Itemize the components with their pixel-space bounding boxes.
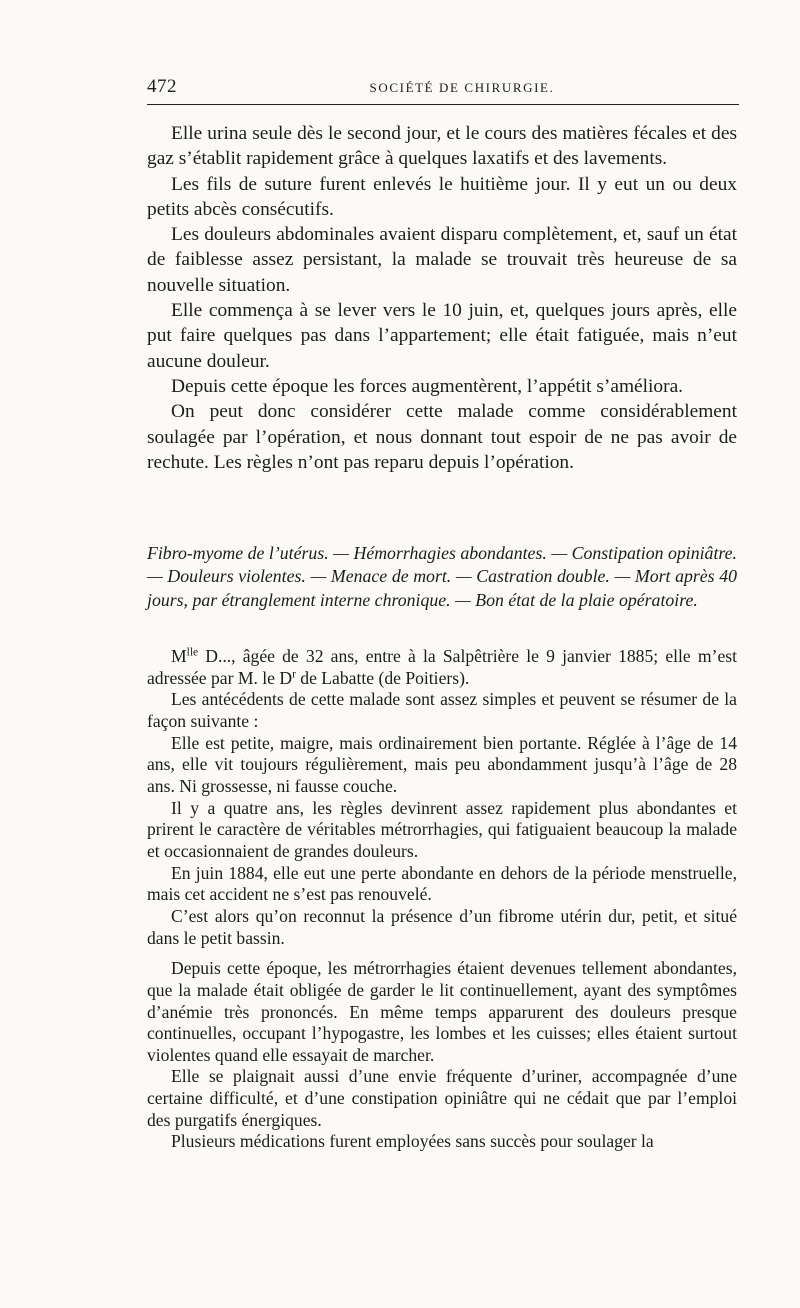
case-opener-paragraph bbox=[147, 646, 737, 689]
opener-text: D..., âgée de 32 ans, entre à la Salpêtrière le 9 janvier 1885; elle m’est adressée par M. le D bbox=[147, 646, 737, 688]
paragraph: Elle commença à se lever vers le 10 juin, et, quelques jours après, elle put faire quelques pas dans l’appartement; elle était fatiguée, mais n’eut aucune douleur. bbox=[147, 300, 737, 372]
paragraph: Elle se plaignait aussi d’une envie fréquente d’uriner, accompagnée d’une certaine difficulté, et d’une constipation opiniâtre qui ne cédait que par l’emploi des purgatifs énergiques. bbox=[147, 1066, 737, 1130]
paragraph: Les fils de suture furent enlevés le huitième jour. Il y eut un ou deux petits abcès consécutifs. bbox=[147, 173, 737, 220]
section-2-text bbox=[147, 646, 737, 1153]
running-title: SOCIÉTÉ DE CHIRURGIE. bbox=[369, 80, 555, 95]
paragraph: Il y a quatre ans, les règles devinrent assez rapidement plus abondantes et prirent le caractère de véritables métrorrhagies, qui fatiguaient beaucoup la malade et occasionnaient de grandes douleurs. bbox=[147, 797, 737, 861]
header-rule bbox=[147, 104, 739, 105]
page-number: 472 bbox=[147, 76, 177, 97]
paragraph: Elle est petite, maigre, mais ordinairement bien portante. Réglée à l’âge de 14 ans, elle vit toujours régulièrement, mais peu abondamment jusqu’à l’âge de 28 ans. Ni grossesse, ni fausse couche. bbox=[147, 732, 737, 796]
title-abbreviation: M bbox=[171, 646, 187, 666]
opener-text-end: de Labatte (de Poitiers). bbox=[295, 667, 470, 688]
section-1-text bbox=[147, 121, 737, 475]
paragraph: Elle urina seule dès le second jour, et le cours des matières fécales et des gaz s’établit rapidement grâce à quelques laxatifs et des lavements. bbox=[147, 123, 737, 170]
paragraph: On peut donc considérer cette malade comme considérablement soulagée par l’opération, et nous donnant tout espoir de ne pas avoir de rechute. Les règles n’ont pas reparu depuis l’opération. bbox=[147, 401, 737, 473]
title-superscript: lle bbox=[186, 646, 199, 659]
paragraph: En juin 1884, elle eut une perte abondante en dehors de la période menstruelle, mais cet accident ne s’est pas renouvelé. bbox=[147, 862, 737, 905]
paragraph: Les douleurs abdominales avaient disparu complètement, et, sauf un état de faiblesse assez persistant, la malade se trouvait très heureuse de sa nouvelle situation. bbox=[147, 224, 737, 296]
paragraph: C’est alors qu’on reconnut la présence d’un fibrome utérin dur, petit, et situé dans le petit bassin. bbox=[147, 905, 737, 948]
paragraph: Plusieurs médications furent employées sans succès pour soulager la bbox=[171, 1131, 654, 1152]
doctor-superscript: r bbox=[292, 668, 296, 681]
case-heading: Fibro-myome de l’utérus. — Hémorrhagies abondantes. — Constipation opiniâtre. — Douleurs violentes. — Menace de mort. — Castration double. — Mort après 40 jours, par étranglement interne chronique. — Bon état de la plaie opératoire. bbox=[147, 543, 737, 610]
paragraph: Les antécédents de cette malade sont assez simples et peuvent se résumer de la façon suivante : bbox=[147, 689, 737, 731]
paragraph: Depuis cette époque les forces augmentèrent, l’appétit s’améliora. bbox=[171, 375, 684, 397]
page-header bbox=[147, 74, 737, 100]
paragraph: Depuis cette époque, les métrorrhagies étaient devenues tellement abondantes, que la malade était obligée de garder le lit continuellement, ayant des symptômes d’anémie très prononcés. En même temps apparurent des douleurs presque continuelles, occupant l’hypogastre, les lombes et les cuisses; elles étaient surtout violentes quand elle essayait de marcher. bbox=[147, 958, 737, 1065]
